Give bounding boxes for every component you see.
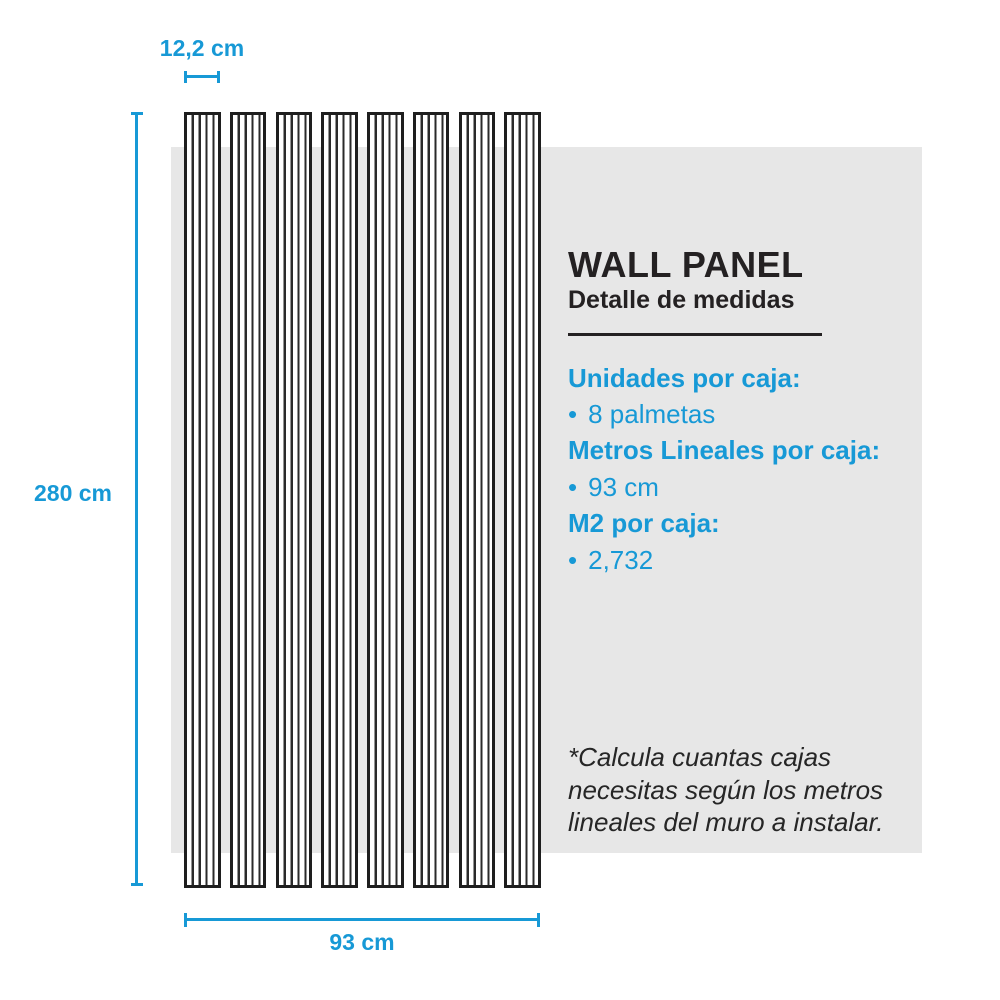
panel-width-dimension-line [184, 75, 220, 78]
info-block [568, 246, 928, 314]
bullet-icon: • [568, 544, 578, 575]
title-divider [568, 333, 822, 336]
panel-width-dimension-label: 12,2 cm [159, 35, 245, 61]
spec-value-units [568, 396, 948, 432]
box-width-dimension-line [184, 918, 540, 921]
wall-panel-slat [184, 112, 221, 888]
wall-panel-slat [504, 112, 541, 888]
page-subtitle: Detalle de medidas [568, 286, 795, 314]
spec-value-linear-meters-text: 93 cm [588, 471, 659, 502]
bullet-icon: • [568, 471, 578, 502]
wall-panel-slat [413, 112, 450, 888]
spec-list [568, 360, 948, 578]
spec-value-m2 [568, 542, 948, 578]
wall-panel-slat [230, 112, 267, 888]
panel-height-dimension-line [135, 112, 138, 886]
footnote [568, 741, 948, 839]
spec-value-linear-meters [568, 469, 948, 505]
footnote-line-3: lineales del muro a instalar. [568, 807, 884, 837]
spec-label-m2: M2 por caja: [568, 508, 720, 539]
spec-label-linear-meters: Metros Lineales por caja: [568, 435, 881, 466]
wall-panel-slat [276, 112, 313, 888]
wall-panel-slat [321, 112, 358, 888]
spec-value-units-text: 8 palmetas [588, 399, 716, 430]
footnote-line-2: necesitas según los metros [568, 774, 884, 805]
footnote-line-1: *Calcula cuantas cajas [568, 742, 832, 772]
bullet-icon: • [568, 399, 578, 430]
page-title: WALL PANEL [568, 244, 804, 285]
spec-label-units: Unidades por caja: [568, 362, 801, 393]
wall-panel-slat [459, 112, 496, 888]
panel-group [184, 112, 541, 888]
wall-panel-slat [367, 112, 404, 888]
spec-value-m2-text: 2,732 [588, 544, 654, 575]
box-width-dimension-label: 93 cm [329, 929, 395, 955]
panel-height-dimension-label: 280 cm [33, 480, 112, 506]
